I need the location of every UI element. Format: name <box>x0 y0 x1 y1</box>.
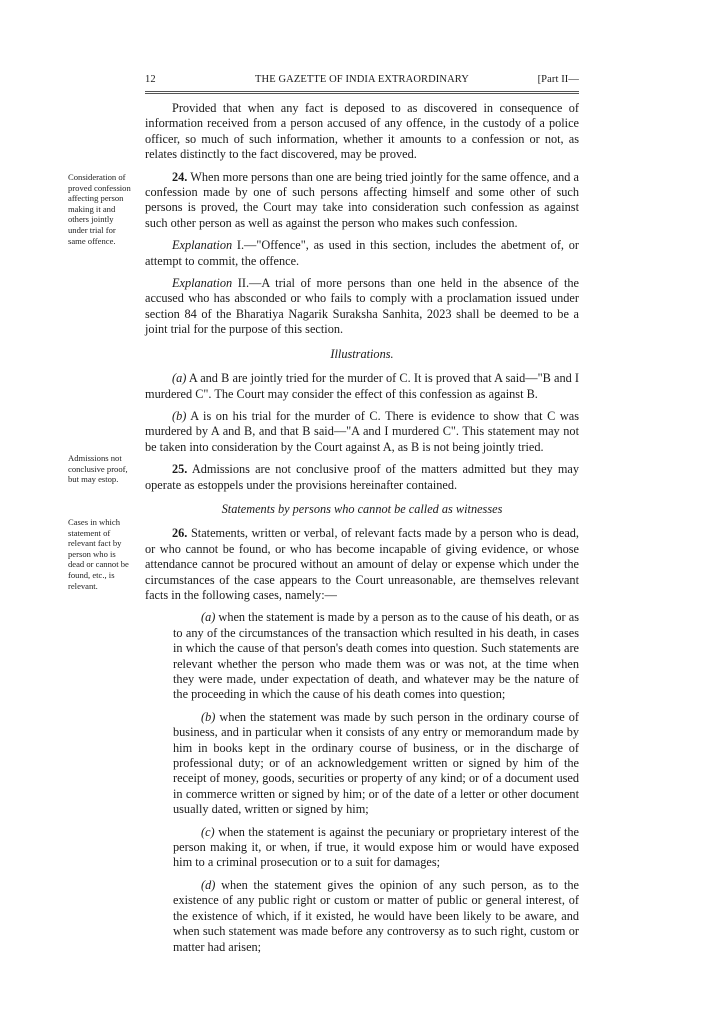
section-26-text: Statements, written or verbal, of relevant facts made by a person who is dead, or who cannot be found, or who has become incapable of giving evidence, or whose attendance cannot be procured without an amount of delay or expense which under the circumstances of the case appears to the Court unreasonable, are themselves relevant facts in the following cases, namely:— <box>145 526 579 602</box>
subheading-statements: Statements by persons who cannot be called as witnesses <box>221 501 503 516</box>
section-24 <box>145 170 579 232</box>
explanation-2-label: Explanation <box>172 276 233 291</box>
proviso-paragraph: Provided that when any fact is deposed to as discovered in consequence of information received from a person accused of any offence, in the custody of a police officer, so much of such information, whether it amounts to a confession or not, as relates distinctly to the fact discovered, may be proved. <box>145 101 579 162</box>
clause-a <box>173 610 579 702</box>
clause-d-text: when the statement gives the opinion of any such person, as to the existence of any public right or custom or matter of public or general interest, of the existence of which, if it existed, he would have been likely to be aware, and when such statement was made before any controversy as to such right, custom or matter had arisen; <box>173 877 579 954</box>
clause-a-text: when the statement is made by a person as to the cause of his death, or as to any of the circumstances of the transaction which resulted in his death, in cases in which the cause of that person's death comes into question. Such statements are relevant whether the person who made them was or was not, at the time when they were made, under expectation of death, and whatever may be the nature of the proceeding in which the cause of his death comes into question; <box>173 610 579 702</box>
illustration-a <box>145 371 579 402</box>
illustration-a-text: A and B are jointly tried for the murder of C. It is proved that A said—"B and I murdered C". The Court may consider the effect of this confession as against B. <box>145 371 579 401</box>
gazette-title: THE GAZETTE OF INDIA EXTRAORDINARY <box>255 74 469 85</box>
clause-d-label: (d) <box>201 877 216 892</box>
clause-a-label: (a) <box>201 610 216 625</box>
section-24-text: When more persons than one are being tried jointly for the same offence, and a confession made by one of such persons affecting himself and some other of such persons is proved, the Court may take into consideration such confession as against such other person as well as against the person who makes such confession. <box>145 169 579 230</box>
explanation-1-label: Explanation <box>172 238 233 253</box>
illustration-b-label: (b) <box>172 408 187 423</box>
header-rule-bottom <box>145 93 579 94</box>
page-header <box>145 74 579 90</box>
clause-c <box>173 825 579 871</box>
section-24-number: 24. <box>172 169 188 184</box>
clause-b-text: when the statement was made by such person in the ordinary course of business, and in particular when it consists of any entry or memorandum made by him in books kept in the ordinary course of business, or in the discharge of professional duty; or of an acknowledgement written or signed by him of the receipt of money, goods, securities or property of any kind; or of a document used in commerce written or signed by him; or of the date of a letter or other document usually dated, written or signed by him; <box>173 709 579 817</box>
explanation-1 <box>145 238 579 269</box>
section-25-number: 25. <box>172 462 188 477</box>
clause-b-label: (b) <box>201 709 216 724</box>
section-26 <box>145 526 579 603</box>
section-26-number: 26. <box>172 526 188 541</box>
illustration-a-label: (a) <box>172 371 187 386</box>
margin-note-s25: Admissions not conclusive proof, but may estop. <box>68 453 128 485</box>
explanation-2-text: II.—A trial of more persons than one held in the absence of the accused who has absconded or who fails to comply with a proclamation issued under section 84 of the Bharatiya Nagarik Suraksha Sanhita, 2023 shall be deemed to be a joint trial for the purpose of this section. <box>145 276 579 337</box>
part-label: [Part II— <box>537 74 579 85</box>
illustration-b <box>145 409 579 455</box>
header-rule-top <box>145 91 579 92</box>
margin-note-s24: Consideration of proved confession affecting person making it and others jointly under trial for same offence. <box>68 172 131 246</box>
clause-b <box>173 710 579 818</box>
margin-note-s26: Cases in which statement of relevant fact by person who is dead or cannot be found, etc., is relevant. <box>68 517 129 591</box>
explanation-1-text: I.—"Offence", as used in this section, includes the abetment of, or attempt to commit, the offence. <box>145 238 579 268</box>
illustration-b-text: A is on his trial for the murder of C. There is evidence to show that C was murdered by A and B, and that B said—"A and I murdered C". This statement may not be taken into consideration by the Court against A, as B is not being jointly tried. <box>145 408 579 454</box>
clause-d <box>173 878 579 955</box>
page-number: 12 <box>145 74 156 85</box>
clause-c-label: (c) <box>201 824 215 839</box>
explanation-2 <box>145 276 579 338</box>
clause-c-text: when the statement is against the pecuniary or proprietary interest of the person making it, or when, if true, it would expose him or would have exposed him to a criminal prosecution or to a suit for damages; <box>173 824 579 870</box>
section-25-text: Admissions are not conclusive proof of the matters admitted but they may operate as estoppels under the provisions hereinafter contained. <box>145 462 579 492</box>
illustrations-heading: Illustrations. <box>330 346 394 361</box>
section-25 <box>145 462 579 493</box>
main-text <box>145 101 579 962</box>
